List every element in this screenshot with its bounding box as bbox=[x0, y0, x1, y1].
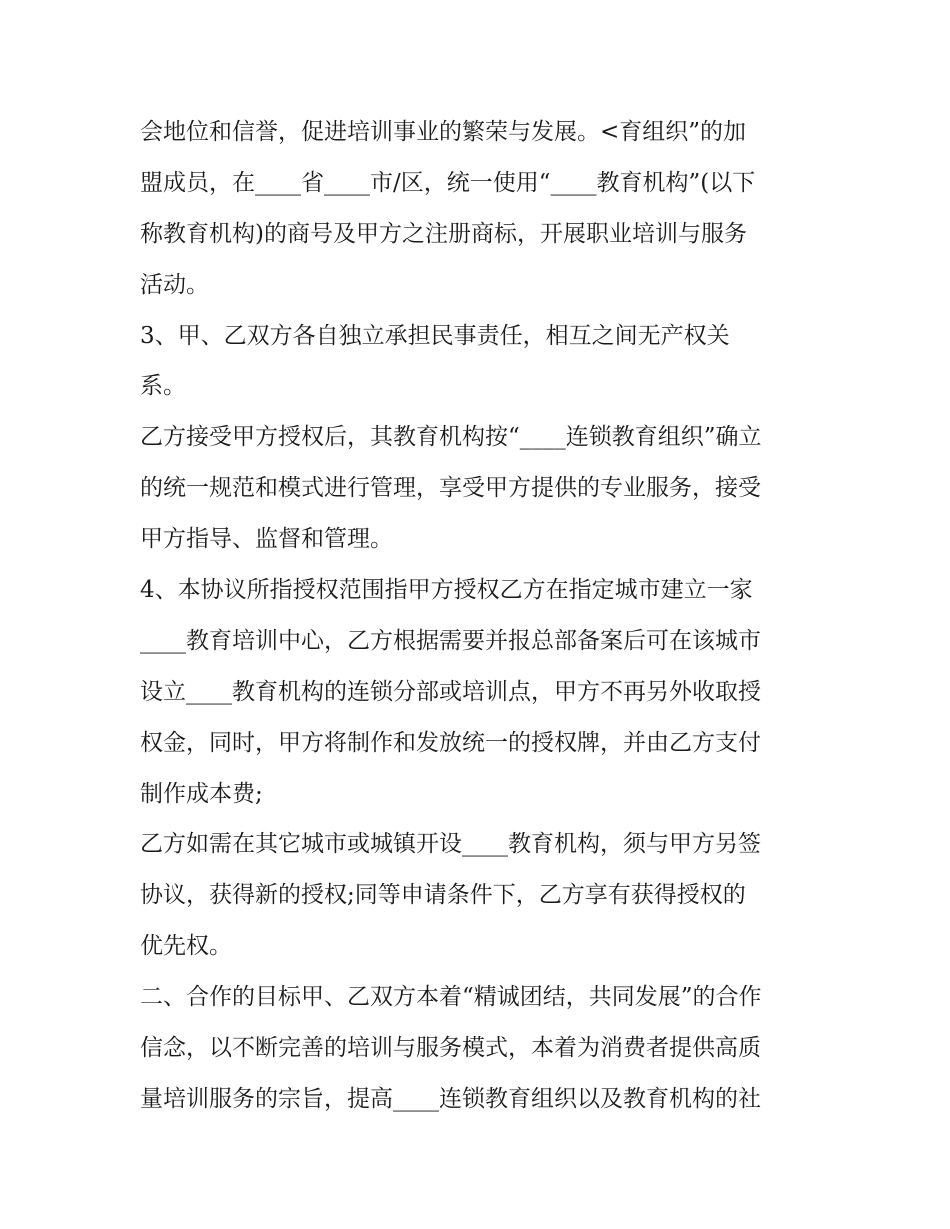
text-line: ____教育培训中心，乙方根据需要并报总部备案后可在该城市 bbox=[140, 627, 761, 654]
text-line: 乙方接受甲方授权后，其教育机构按“____连锁教育组织”确立 bbox=[140, 424, 762, 451]
text-line: 4、本协议所指授权范围指甲方授权乙方在指定城市建立一家 bbox=[140, 577, 753, 604]
text-line: 会地位和信誉，促进培训事业的繁荣与发展。<育组织”的加 bbox=[140, 119, 747, 145]
text-line: 的统一规范和模式进行管理，享受甲方提供的专业服务，接受 bbox=[140, 475, 761, 502]
text-line: 系。 bbox=[140, 373, 186, 400]
text-line: 协议，获得新的授权;同等申请条件下，乙方享有获得授权的 bbox=[140, 882, 746, 909]
text-line: 设立____教育机构的连锁分部或培训点，甲方不再另外收取授 bbox=[140, 678, 761, 705]
text-line: 活动。 bbox=[140, 271, 209, 298]
text-line: 信念，以不断完善的培训与服务模式，本着为消费者提供高质 bbox=[140, 1035, 761, 1062]
text-line: 称教育机构)的商号及甲方之注册商标，开展职业培训与服务 bbox=[140, 220, 747, 247]
text-line: 3、甲、乙双方各自独立承担民事责任，相互之间无产权关 bbox=[140, 322, 730, 349]
text-line: 乙方如需在其它城市或城镇开设____教育机构，须与甲方另签 bbox=[140, 831, 761, 858]
text-line: 二、合作的目标甲、乙双方本着“精诚团结，共同发展”的合作 bbox=[140, 984, 762, 1011]
text-line: 制作成本费; bbox=[140, 780, 263, 807]
text-line: 权金，同时，甲方将制作和发放统一的授权牌，并由乙方支付 bbox=[140, 729, 761, 756]
text-line: 量培训服务的宗旨，提高____连锁教育组织以及教育机构的社 bbox=[140, 1085, 761, 1112]
document-body bbox=[140, 107, 820, 1125]
text-line: 甲方指导、监督和管理。 bbox=[140, 526, 393, 553]
text-line: 盟成员，在____省____市/区，统一使用“____教育机构”(以下 bbox=[140, 169, 756, 196]
text-line: 优先权。 bbox=[140, 933, 232, 960]
